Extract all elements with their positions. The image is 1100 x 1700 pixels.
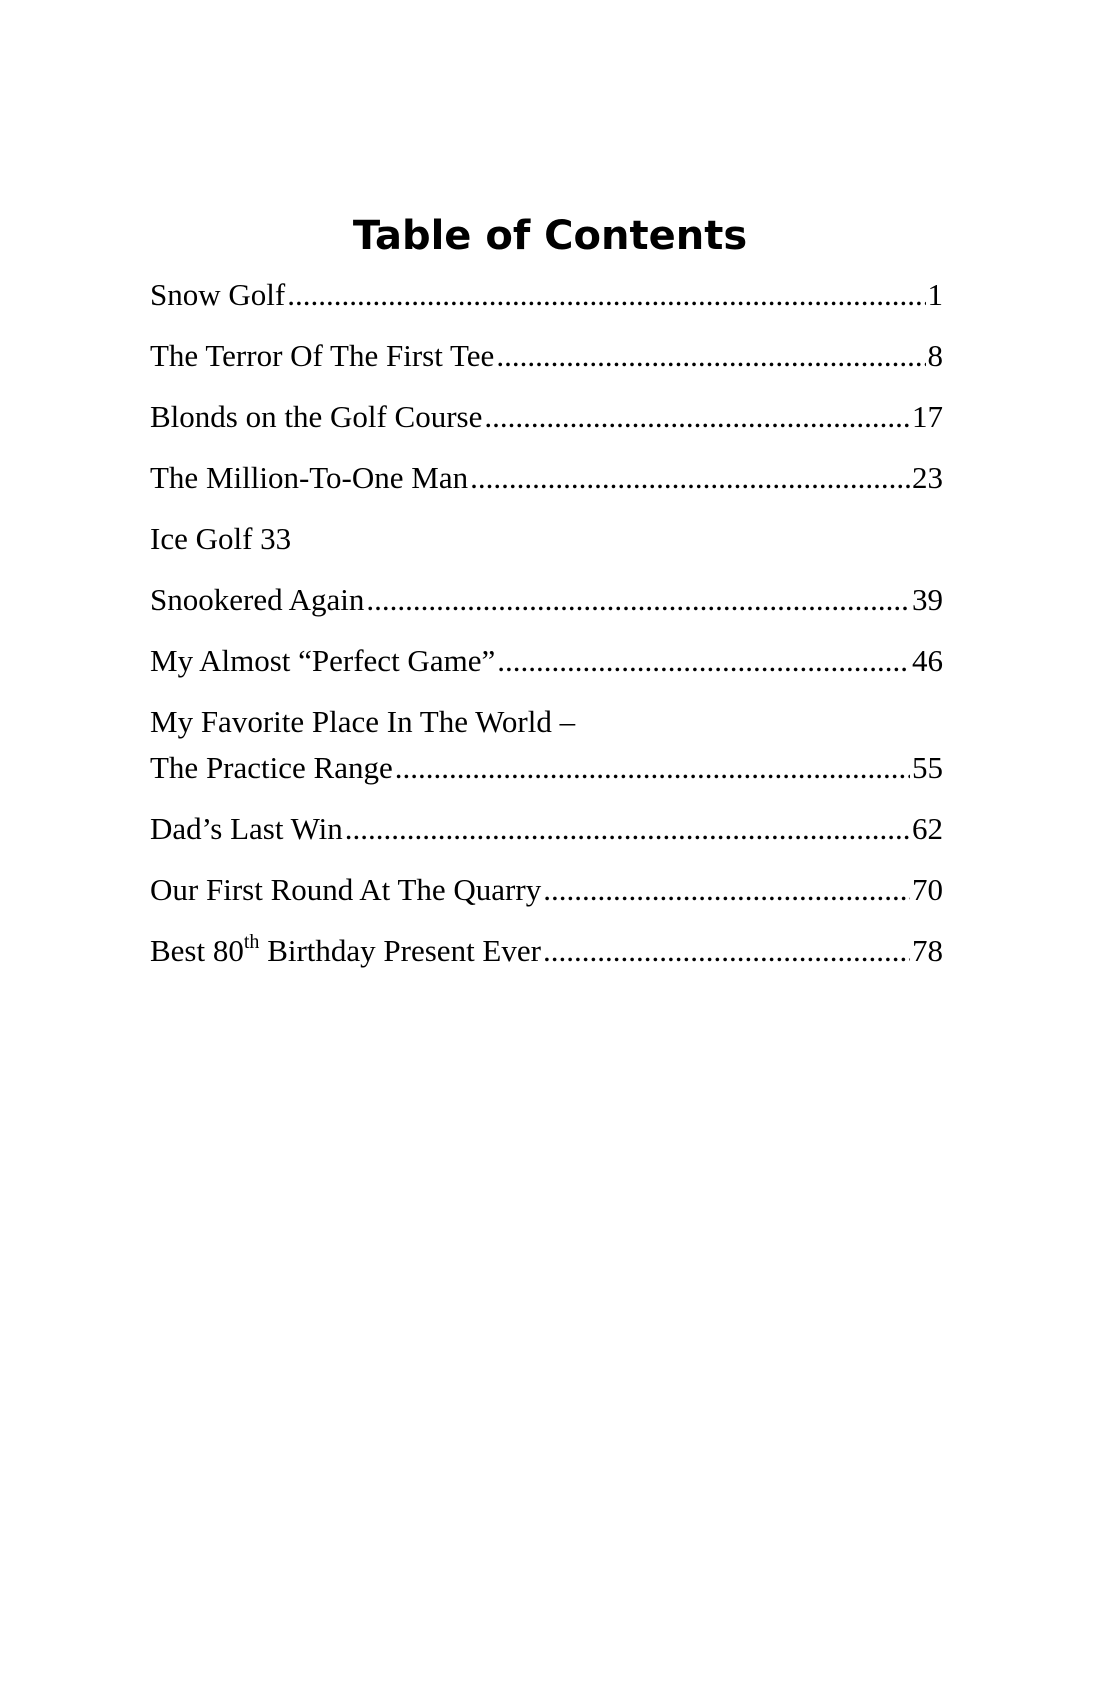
toc-entry-title <box>150 932 541 970</box>
toc-row <box>150 749 943 787</box>
toc-dot-leader <box>543 871 910 909</box>
toc-page-number: 55 <box>912 750 943 785</box>
toc-dot-leader <box>366 581 910 619</box>
toc-entry-title: The Practice Range <box>150 750 393 785</box>
toc-page-number: 46 <box>912 643 943 678</box>
toc-entry[interactable] <box>150 398 943 436</box>
toc-page-number: 39 <box>912 582 943 617</box>
toc-entry-title: My Almost “Perfect Game” <box>150 643 496 678</box>
toc-entry-title-part: Best 80 <box>150 933 244 968</box>
toc-row <box>150 871 943 909</box>
toc-row <box>150 459 943 497</box>
toc-page-number: 62 <box>912 811 943 846</box>
toc-entry[interactable] <box>150 642 943 680</box>
toc-dot-leader <box>395 749 910 787</box>
toc-page-number: 8 <box>927 338 943 373</box>
toc-entry-title: The Million-To-One Man <box>150 460 469 495</box>
toc-page-number: 23 <box>912 460 943 495</box>
toc-entry[interactable] <box>150 276 943 314</box>
toc-row <box>150 581 943 619</box>
toc-title: Table of Contents <box>352 213 748 259</box>
toc-entry[interactable] <box>150 459 943 497</box>
toc-row <box>150 398 943 436</box>
toc-entry-title: The Terror Of The First Tee <box>150 338 495 373</box>
toc-page-number: 70 <box>912 872 943 907</box>
toc-row <box>150 520 943 558</box>
toc-dot-leader <box>543 932 910 970</box>
toc-entry-title: Snookered Again <box>150 582 365 617</box>
toc-entry[interactable] <box>150 932 943 970</box>
toc-entry[interactable] <box>150 581 943 619</box>
toc-entry-title-line1: My Favorite Place In The World – <box>150 704 576 739</box>
toc-entry-title: Snow Golf <box>150 277 286 312</box>
toc-row <box>150 932 943 970</box>
toc-entry[interactable] <box>150 520 943 558</box>
toc-entry[interactable] <box>150 810 943 848</box>
ordinal-suffix: th <box>243 930 260 953</box>
toc-dot-leader <box>484 398 910 436</box>
toc-entry-title: Blonds on the Golf Course <box>150 399 483 434</box>
toc-row <box>150 276 943 314</box>
toc-row <box>150 337 943 375</box>
toc-dot-leader <box>497 642 910 680</box>
toc-entry-title-part: Birthday Present Ever <box>259 933 541 968</box>
toc-entry[interactable] <box>150 871 943 909</box>
toc-row <box>150 642 943 680</box>
toc-dot-leader <box>496 337 925 375</box>
toc-row <box>150 810 943 848</box>
toc-dot-leader <box>470 459 910 497</box>
toc-entry-title: Our First Round At The Quarry <box>150 872 542 907</box>
toc-page-number: 17 <box>912 399 943 434</box>
toc-entry-title: Ice Golf 33 <box>150 521 292 556</box>
toc-entry[interactable] <box>150 337 943 375</box>
toc-page-number: 78 <box>912 933 943 968</box>
toc-entry-title: Dad’s Last Win <box>150 811 343 846</box>
toc-dot-leader <box>345 810 910 848</box>
toc-list <box>150 276 943 993</box>
toc-dot-leader <box>287 276 925 314</box>
toc-entry[interactable] <box>150 703 943 787</box>
toc-page-number: 1 <box>927 277 943 312</box>
